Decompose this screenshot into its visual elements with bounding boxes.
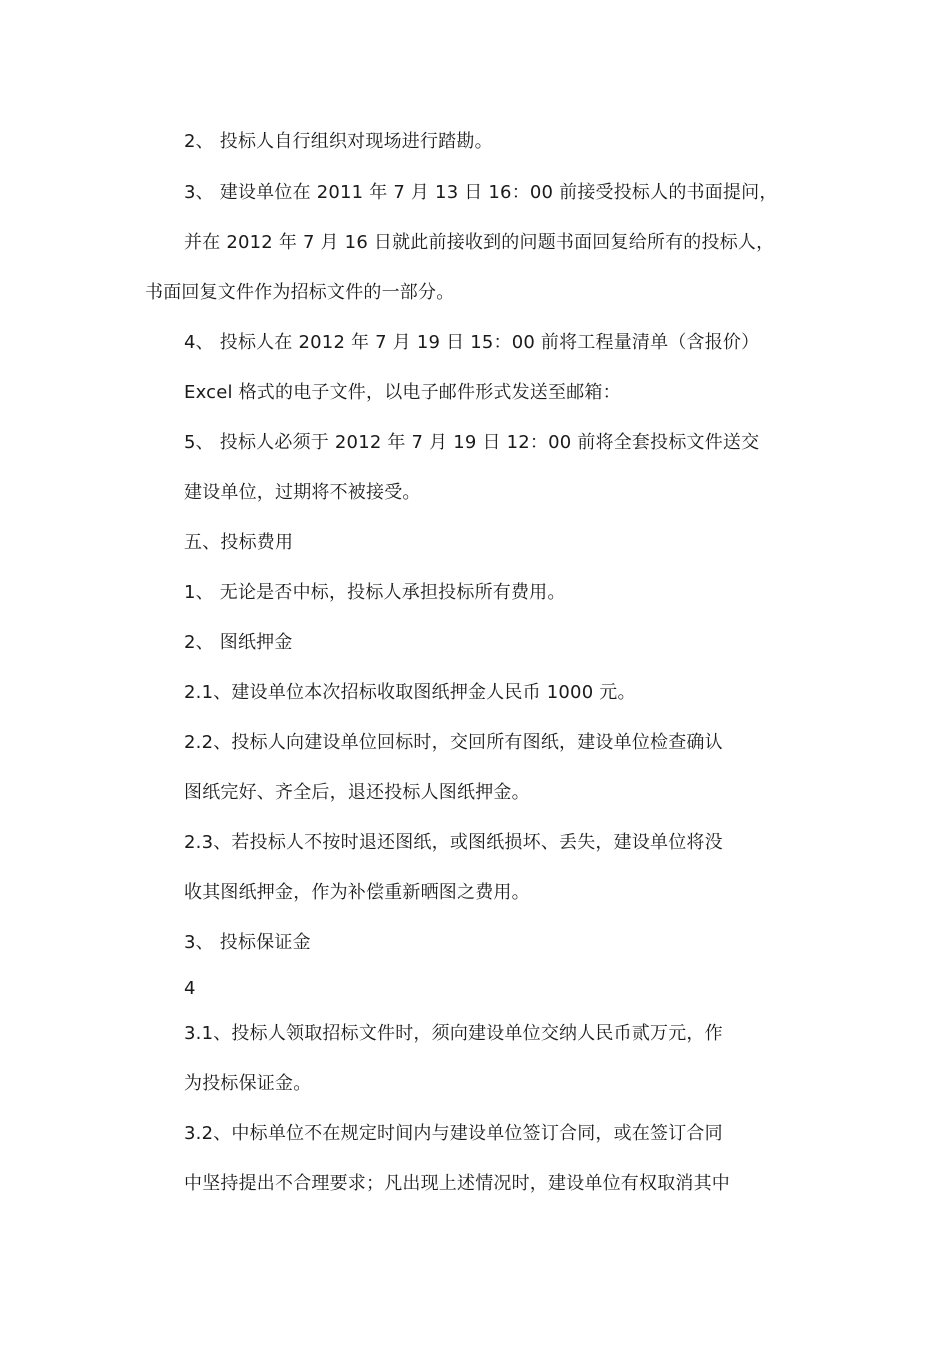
text-line-1: 2、 投标人自行组织对现场进行踏勘。 [184,131,493,152]
text-line-20: 为投标保证金。 [184,1073,312,1094]
text-line-6: Excel 格式的电子文件，以电子邮件形式发送至邮箱： [184,382,621,403]
text-line-8: 建设单位，过期将不被接受。 [184,482,421,503]
text-line-7: 5、 投标人必须于 2012 年 7 月 19 日 12：00 前将全套投标文件送交 [184,432,760,453]
text-line-3: 并在 2012 年 7 月 16 日就此前接收到的问题书面回复给所有的投标人， [184,232,775,253]
text-line-14: 图纸完好、齐全后，退还投标人图纸押金。 [184,782,530,803]
text-line-10: 1、 无论是否中标，投标人承担投标所有费用。 [184,582,566,603]
text-line-19: 3.1、投标人领取招标文件时，须向建设单位交纳人民币贰万元，作 [184,1023,723,1044]
text-line-15: 2.3、若投标人不按时退还图纸，或图纸损坏、丢失，建设单位将没 [184,832,723,853]
text-line-16: 收其图纸押金，作为补偿重新晒图之费用。 [184,882,530,903]
text-line-11: 2、 图纸押金 [184,632,293,653]
page-number: 4 [184,978,196,999]
text-line-13: 2.2、投标人向建设单位回标时，交回所有图纸，建设单位检查确认 [184,732,723,753]
text-line-17: 3、 投标保证金 [184,932,311,953]
text-line-5: 4、 投标人在 2012 年 7 月 19 日 15：00 前将工程量清单（含报价） [184,332,760,353]
text-line-22: 中坚持提出不合理要求；凡出现上述情况时，建设单位有权取消其中 [184,1173,730,1194]
section-heading: 五、投标费用 [184,532,294,553]
text-line-21: 3.2、中标单位不在规定时间内与建设单位签订合同，或在签订合同 [184,1123,723,1144]
text-line-12: 2.1、建设单位本次招标收取图纸押金人民币 1000 元。 [184,682,636,703]
text-line-2: 3、 建设单位在 2011 年 7 月 13 日 16：00 前接受投标人的书面提问， [184,182,778,203]
text-line-4: 书面回复文件作为招标文件的一部分。 [145,282,455,303]
